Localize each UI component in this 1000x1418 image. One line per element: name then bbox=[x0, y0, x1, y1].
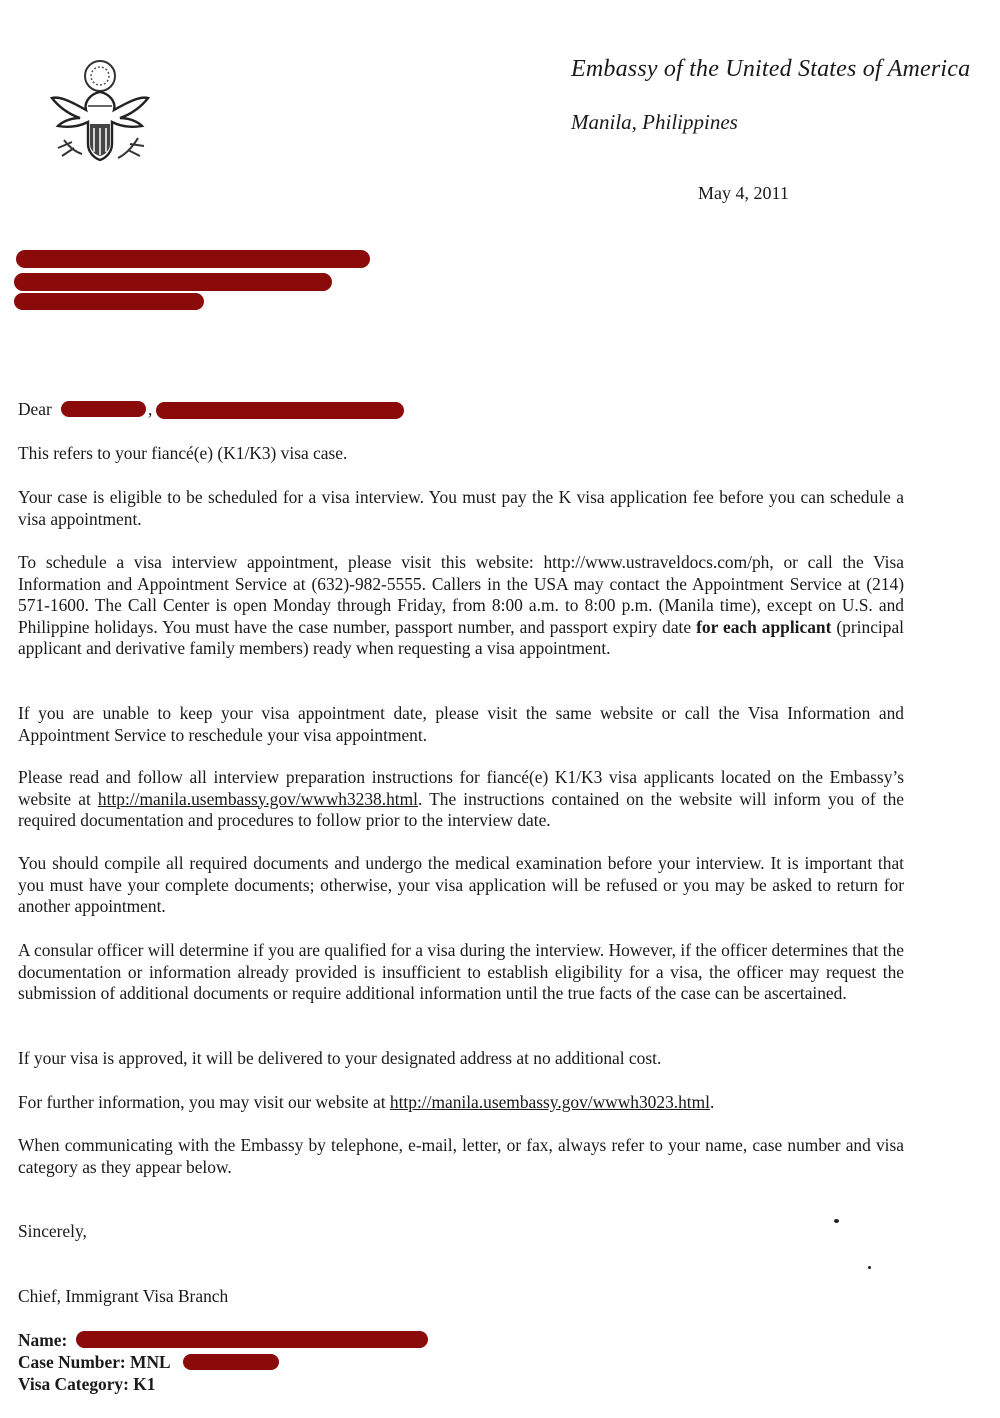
paragraph-text: (principal applicant and derivative family members) ready when requesting a visa appointment. bbox=[18, 616, 904, 659]
paragraph: If your visa is approved, it will be delivered to your designated address at no additional cost. bbox=[18, 1048, 662, 1068]
redacted-address-line bbox=[14, 293, 204, 310]
redacted-case-number bbox=[183, 1354, 279, 1370]
case-number-label: Case Number: MNL bbox=[18, 1352, 171, 1372]
paragraph bbox=[18, 767, 904, 832]
paragraph-text: . The instructions contained on the website will inform you of the required documentation and procedures to follow prior to the interview date. bbox=[18, 788, 904, 831]
letter-date: May 4, 2011 bbox=[698, 183, 789, 203]
closing-sincerely: Sincerely, bbox=[18, 1221, 87, 1241]
paragraph: When communicating with the Embassy by telephone, e-mail, letter, or fax, always refer to your name, case number and visa category as they appear below. bbox=[18, 1135, 904, 1177]
paragraph bbox=[18, 552, 904, 660]
paragraph: Your case is eligible to be scheduled for a visa interview. You must pay the K visa application fee before you can schedule a visa appointment. bbox=[18, 487, 904, 529]
redacted-address-line bbox=[16, 250, 370, 268]
signatory-title: Chief, Immigrant Visa Branch bbox=[18, 1286, 229, 1306]
paragraph: A consular officer will determine if you are qualified for a visa during the interview. However, if the officer determines that the documentation or information already provided is insufficient to establish eligibility for a visa, the officer may request the submission of additional documents or require additional information until the true facts of the case can be ascertained. bbox=[18, 940, 904, 1004]
name-label: Name: bbox=[18, 1330, 68, 1350]
redacted-address-line bbox=[14, 273, 332, 291]
paragraph-text: For further information, you may visit our website at bbox=[18, 1092, 390, 1112]
eagle-seal-icon bbox=[44, 52, 160, 170]
instructions-link[interactable]: http://manila.usembassy.gov/wwwh3238.html bbox=[97, 788, 418, 809]
salutation-comma: , bbox=[148, 399, 153, 419]
paragraph: This refers to your fiancé(e) (K1/K3) visa case. bbox=[18, 443, 348, 463]
paragraph bbox=[18, 1092, 904, 1114]
salutation: Dear bbox=[18, 399, 52, 419]
redacted-name bbox=[61, 401, 146, 417]
paragraph: You should compile all required documents and undergo the medical examination before your interview. It is important that you must have your complete documents; otherwise, your visa application will be refused or you may be asked to return for another appointment. bbox=[18, 853, 904, 917]
scan-speck bbox=[868, 1266, 871, 1269]
info-link[interactable]: http://manila.usembassy.gov/wwwh3023.html bbox=[389, 1092, 711, 1112]
paragraph-text: . bbox=[710, 1092, 715, 1112]
scan-speck bbox=[834, 1219, 839, 1223]
paragraph-text: To schedule a visa interview appointment, please visit this website: http://www.ustraveldocs.com/ph, or call the Visa Information and Appointment Service at (632)-982-5555. Callers in the USA may contact the Appointment Service at (214) 571-1600. The Call Center is open Monday through Friday, from 8:00 a.m. to 8:00 p.m. (Manila time), except on U.S. and Philippine holidays. You must have the case number, passport number, and passport expiry date bbox=[18, 552, 904, 637]
embassy-city: Manila, Philippines bbox=[571, 110, 738, 134]
redacted-name bbox=[156, 402, 404, 419]
visa-category: Visa Category: K1 bbox=[18, 1374, 156, 1394]
paragraph: If you are unable to keep your visa appointment date, please visit the same website or call the Visa Information and Appointment Service to reschedule your visa appointment. bbox=[18, 703, 904, 745]
bold-text: for each applicant bbox=[696, 616, 832, 637]
paragraph-text: Please read and follow all interview preparation instructions for fiancé(e) K1/K3 visa applicants located on the Embassy’s website at bbox=[18, 767, 904, 809]
redacted-applicant-name bbox=[76, 1331, 428, 1348]
embassy-name: Embassy of the United States of America bbox=[571, 56, 971, 82]
